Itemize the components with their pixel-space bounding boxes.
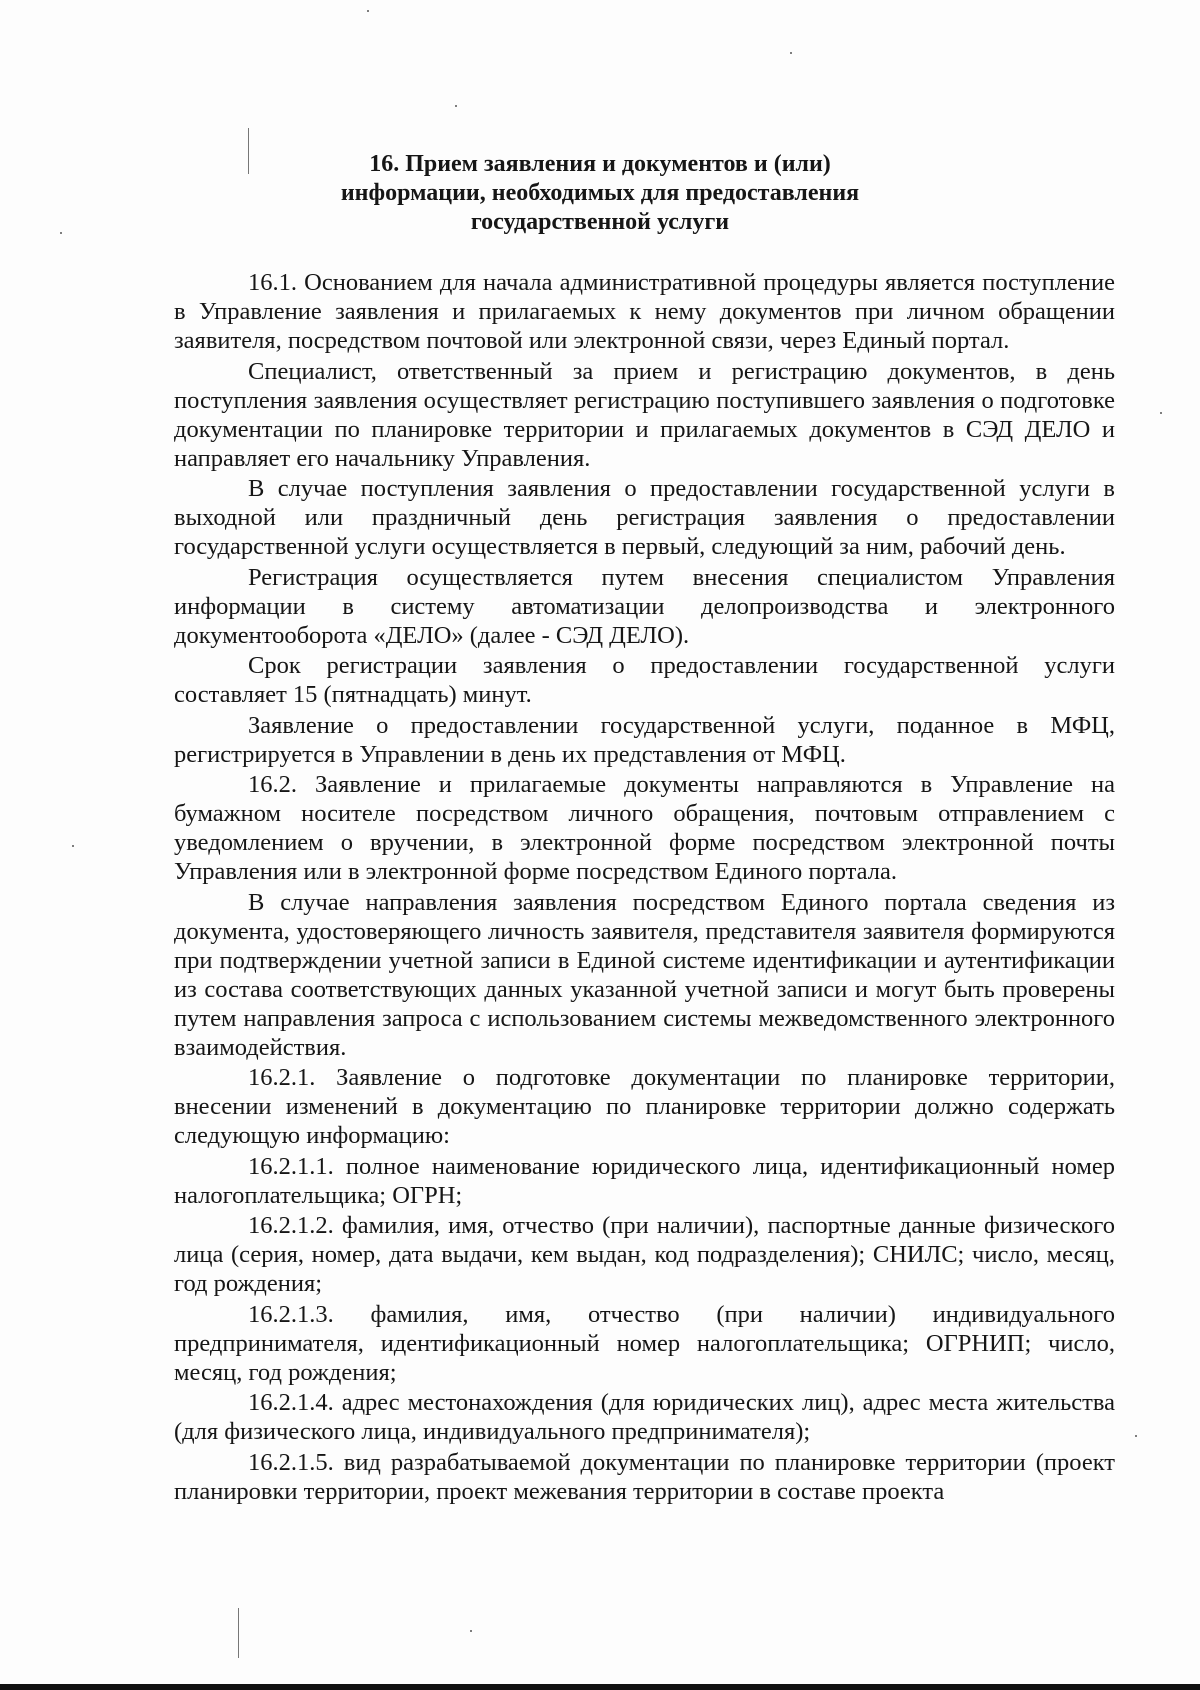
scan-speck: [1135, 1435, 1137, 1437]
scan-speck: [455, 105, 457, 107]
scan-speck: [470, 1630, 472, 1632]
paragraph-16-2-1-1: 16.2.1.1. полное наименование юридического лица, идентификационный номер налогоплательщика; ОГРН;: [174, 1152, 1115, 1209]
paragraph-16-2: 16.2. Заявление и прилагаемые документы направляются в Управление на бумажном носителе посредством личного обращения, почтовым отправлением с уведомлением о вручении, в электронной форме посредством электронной почты Управления или в электронной форме посредством Единого портала.: [174, 771, 1115, 885]
document-body: [174, 268, 1115, 1507]
scan-speck: [1160, 412, 1162, 414]
paragraph-16-2-1-5: 16.2.1.5. вид разрабатываемой документации по планировке территории (проект планировки территории, проект межевания территории в составе проекта: [174, 1448, 1115, 1505]
heading-line: государственной услуги: [470, 209, 730, 235]
heading-line: информации, необходимых для предоставления: [340, 180, 860, 206]
paragraph-16-1: 16.1. Основанием для начала административной процедуры является поступление в Управление заявления и прилагаемых к нему документов при личном обращении заявителя, посредством почтовой или электронной связи, через Единый портал.: [174, 269, 1115, 354]
heading-line: 16. Прием заявления и документов и (или): [369, 151, 831, 177]
scan-mark: [238, 1608, 239, 1658]
paragraph-registration-specialist: Специалист, ответственный за прием и регистрацию документов, в день поступления заявления осуществляет регистрацию поступившего заявления о подготовке документации по планировке территории и прилагаемых документов в СЭД ДЕЛО и направляет его начальнику Управления.: [174, 357, 1115, 472]
paragraph-16-2-1: 16.2.1. Заявление о подготовке документации по планировке территории, внесении изменений в документацию по планировке территории должно содержать следующую информацию:: [174, 1064, 1115, 1149]
scan-speck: [790, 52, 792, 54]
paragraph-registration-method: Регистрация осуществляется путем внесения специалистом Управления информации в систему автоматизации делопроизводства и электронного документооборота «ДЕЛО» (далее - СЭД ДЕЛО).: [174, 563, 1115, 649]
paragraph-mfc-registration: Заявление о предоставлении государственной услуги, поданное в МФЦ, регистрируется в Управлении в день их представления от МФЦ.: [174, 711, 1115, 768]
scan-speck: [72, 845, 74, 847]
paragraph-holiday-registration: В случае поступления заявления о предоставлении государственной услуги в выходной или праздничный день регистрация заявления о предоставлении государственной услуги осуществляется в первый, следующий за ним, рабочий день.: [174, 475, 1115, 560]
paragraph-16-2-1-3: 16.2.1.3. фамилия, имя, отчество (при наличии) индивидуального предпринимателя, идентификационный номер налогоплательщика; ОГРНИП; число, месяц, год рождения;: [174, 1300, 1115, 1386]
scan-speck: [367, 10, 369, 12]
paragraph-16-2-1-2: 16.2.1.2. фамилия, имя, отчество (при наличии), паспортные данные физического лица (серия, номер, дата выдачи, кем выдан, код подразделения); СНИЛС; число, месяц, год рождения;: [174, 1212, 1115, 1297]
scan-edge: [0, 1684, 1200, 1690]
paragraph-portal-identity: В случае направления заявления посредством Единого портала сведения из документа, удостоверяющего личность заявителя, представителя заявителя формируются при подтверждении учетной записи в Единой системе идентификации и аутентификации из состава соответствующих данных указанной учетной записи и могут быть проверены путем направления запроса с использованием системы межведомственного электронного взаимодействия.: [174, 888, 1115, 1061]
section-heading: [0, 150, 1200, 237]
paragraph-16-2-1-4: 16.2.1.4. адрес местонахождения (для юридических лиц), адрес места жительства (для физического лица, индивидуального предпринимателя);: [174, 1389, 1115, 1445]
paragraph-registration-term: Срок регистрации заявления о предоставлении государственной услуги составляет 15 (пятнадцать) минут.: [174, 652, 1115, 708]
